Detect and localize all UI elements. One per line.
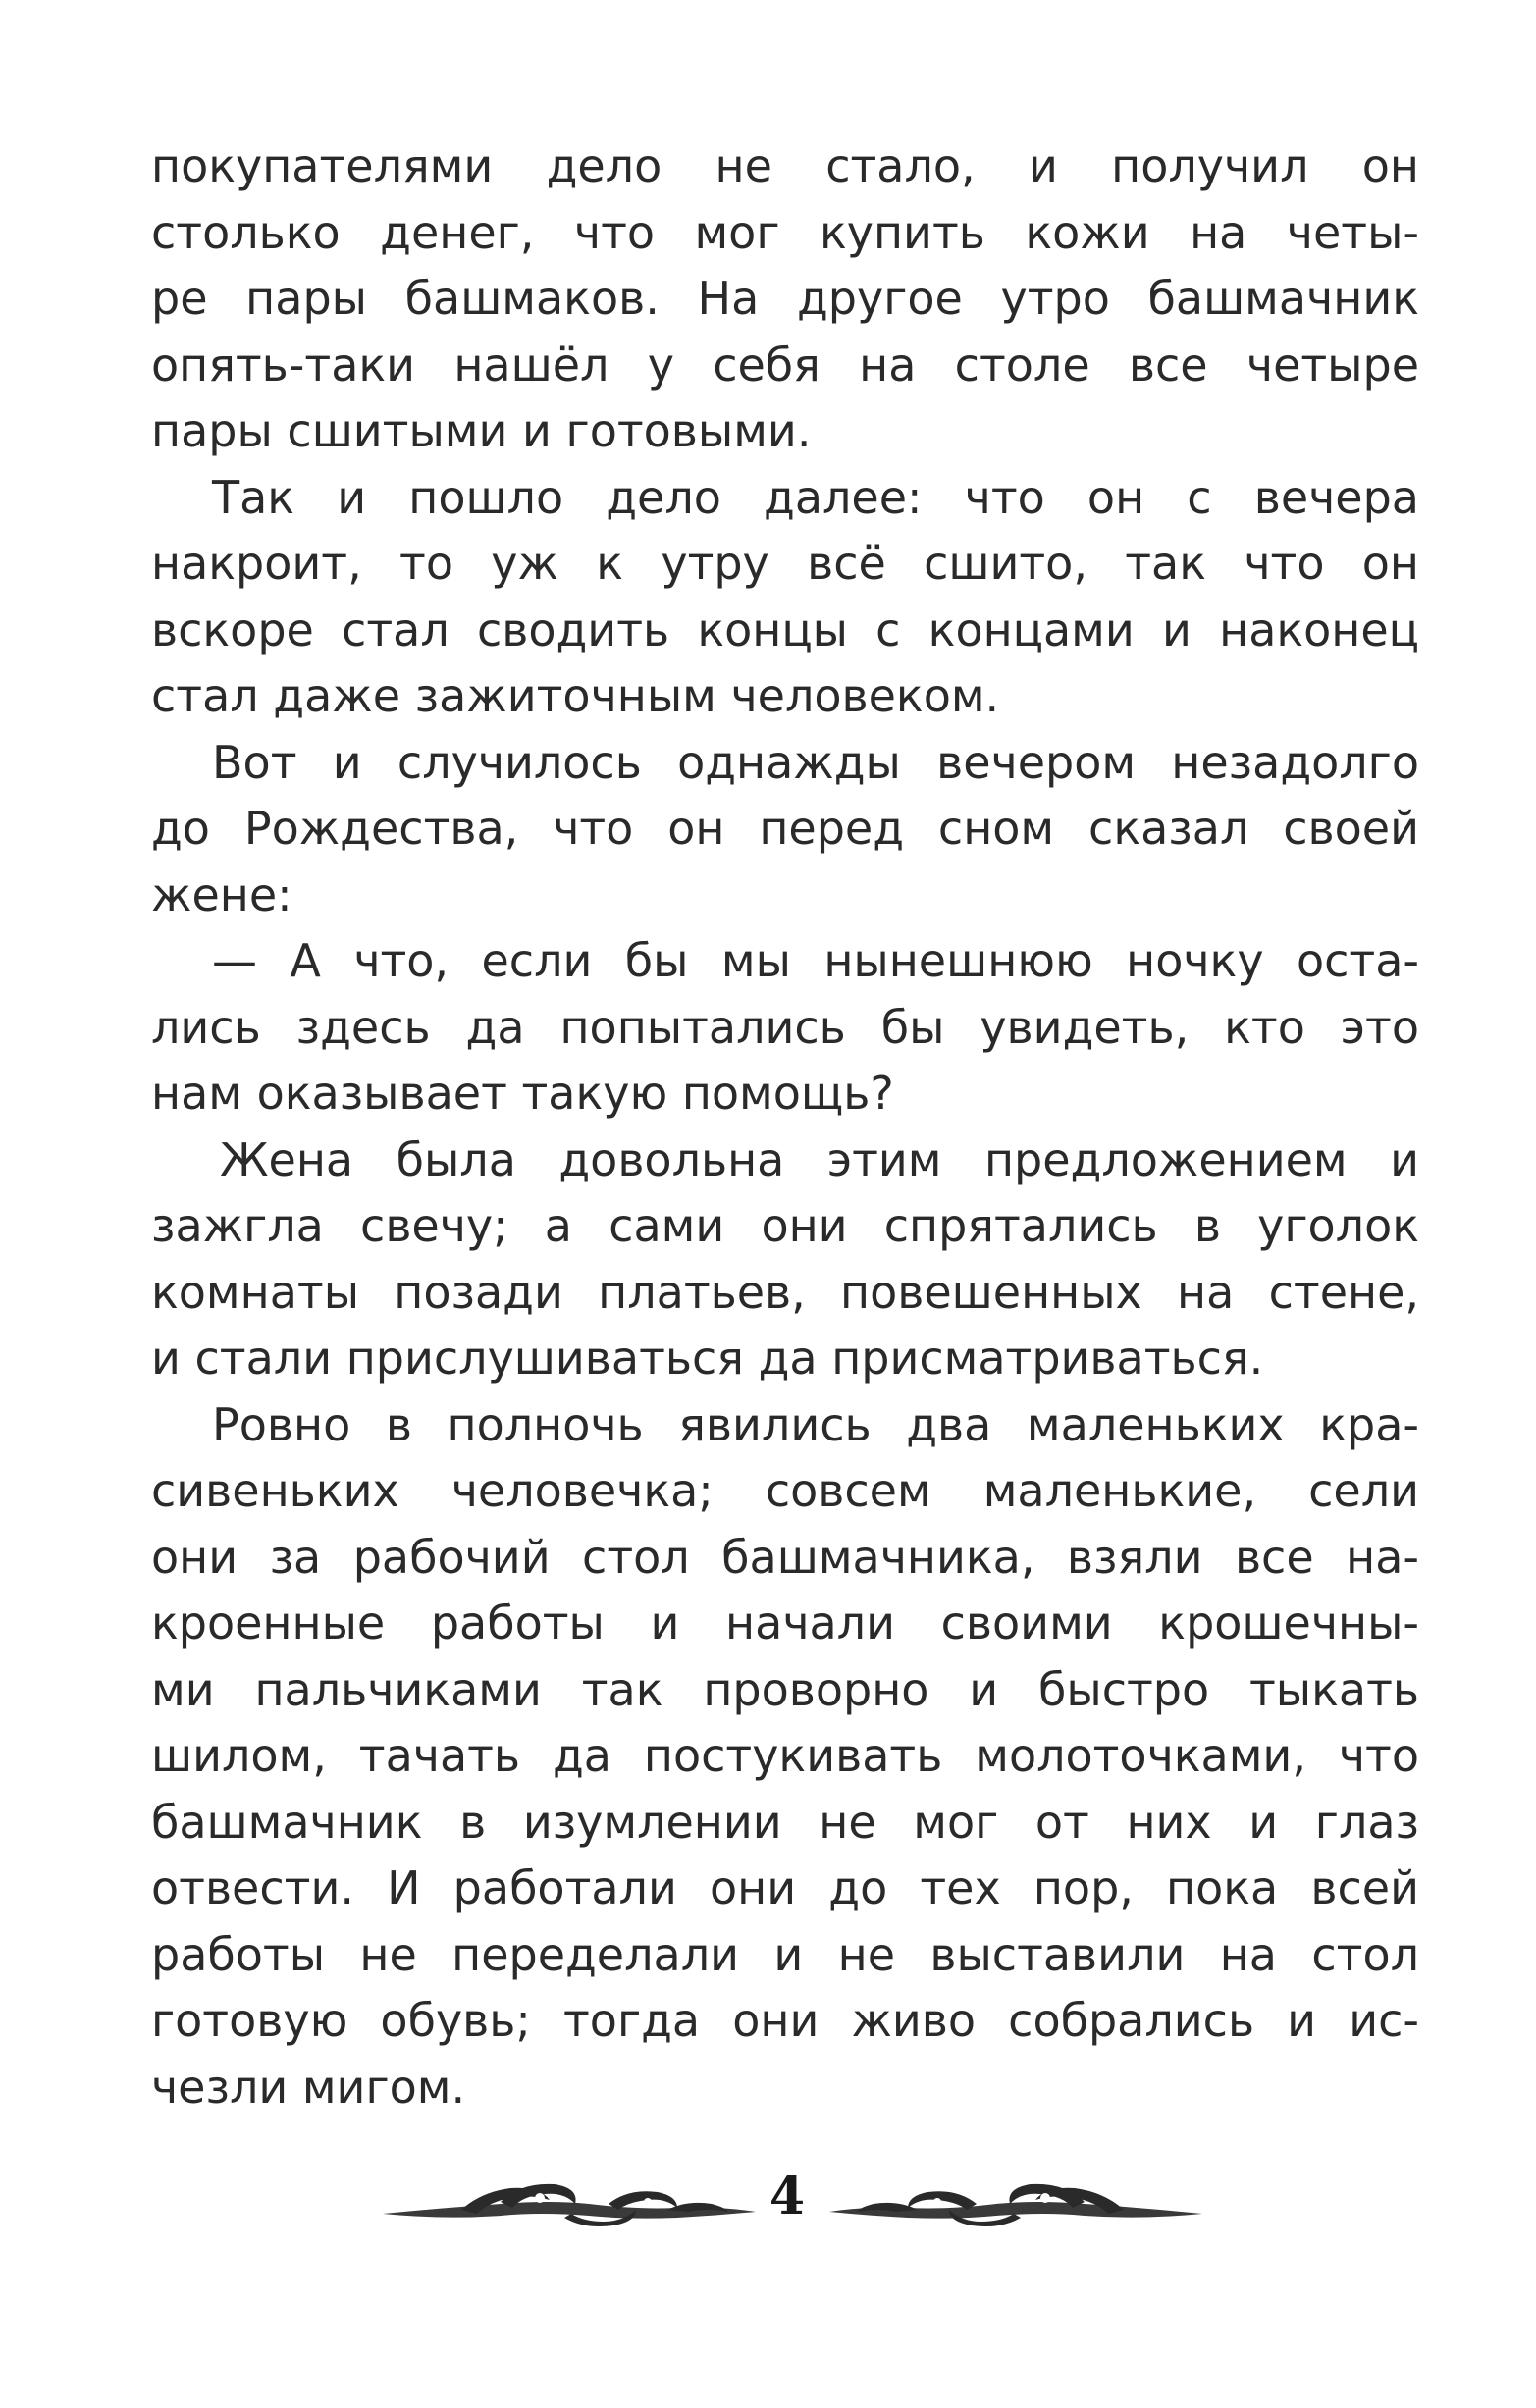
text-line: накроит, то уж к утру всё сшито, так что он bbox=[151, 537, 1419, 590]
text-line: стал даже зажиточным человеком. bbox=[151, 669, 1000, 722]
text-line: Ровно в полночь явились два маленьких кра- bbox=[212, 1397, 1419, 1451]
page-footer bbox=[0, 2155, 1536, 2243]
text-line: нам оказывает такую помощь? bbox=[151, 1067, 894, 1120]
text-line: пары сшитыми и готовыми. bbox=[151, 404, 812, 457]
page-number: 4 bbox=[768, 2167, 806, 2226]
text-line: шилом, тачать да постукивать молоточками, что bbox=[151, 1729, 1419, 1782]
text-line: башмачник в изумлении не мог от них и глаз bbox=[151, 1795, 1419, 1849]
text-line: зажгла свечу; а сами они спрятались в уголок bbox=[151, 1199, 1419, 1252]
body-text bbox=[151, 133, 1419, 2120]
text-line: они за рабочий стол башмачника, взяли все на- bbox=[151, 1530, 1419, 1584]
text-line: Жена была довольна этим предложением и bbox=[220, 1132, 1419, 1186]
text-line: Так и пошло дело далее: что он с вечера bbox=[212, 470, 1419, 524]
text-line: сивеньких человечка; совсем маленькие, сели bbox=[151, 1464, 1419, 1517]
text-line: вскоре стал сводить концы с концами и наконец bbox=[151, 602, 1419, 656]
text-line: работы не переделали и не выставили на стол bbox=[151, 1927, 1419, 1981]
text-line: столько денег, что мог купить кожи на четы- bbox=[151, 205, 1419, 259]
text-line: жене: bbox=[151, 867, 292, 921]
text-line: кроенные работы и начали своими крошечны- bbox=[151, 1597, 1419, 1649]
text-line: и стали прислушиваться да присматриваться. bbox=[151, 1332, 1264, 1385]
text-line: Вот и случилось однажды вечером незадолго bbox=[212, 735, 1419, 789]
text-line: чезли мигом. bbox=[151, 2060, 466, 2114]
text-line: комнаты позади платьев, повешенных на стене, bbox=[151, 1265, 1419, 1319]
text-line: отвести. И работали они до тех пор, пока всей bbox=[151, 1861, 1419, 1914]
text-line: опять-таки нашёл у себя на столе все четыре bbox=[151, 338, 1419, 392]
text-line: ре пары башмаков. На другое утро башмачник bbox=[151, 272, 1419, 325]
ornament-left-icon bbox=[383, 2174, 756, 2233]
text-line: лись здесь да попытались бы увидеть, кто это bbox=[151, 1000, 1419, 1054]
text-line: ми пальчиками так проворно и быстро тыкать bbox=[151, 1662, 1419, 1716]
text-line: покупателями дело не стало, и получил он bbox=[151, 139, 1419, 192]
text-line: до Рождества, что он перед сном сказал своей bbox=[151, 802, 1419, 855]
ornament-right-icon bbox=[829, 2174, 1202, 2233]
text-line: — А что, если бы мы нынешнюю ночку оста- bbox=[212, 934, 1419, 987]
text-line: готовую обувь; тогда они живо собрались и ис- bbox=[151, 1994, 1419, 2047]
